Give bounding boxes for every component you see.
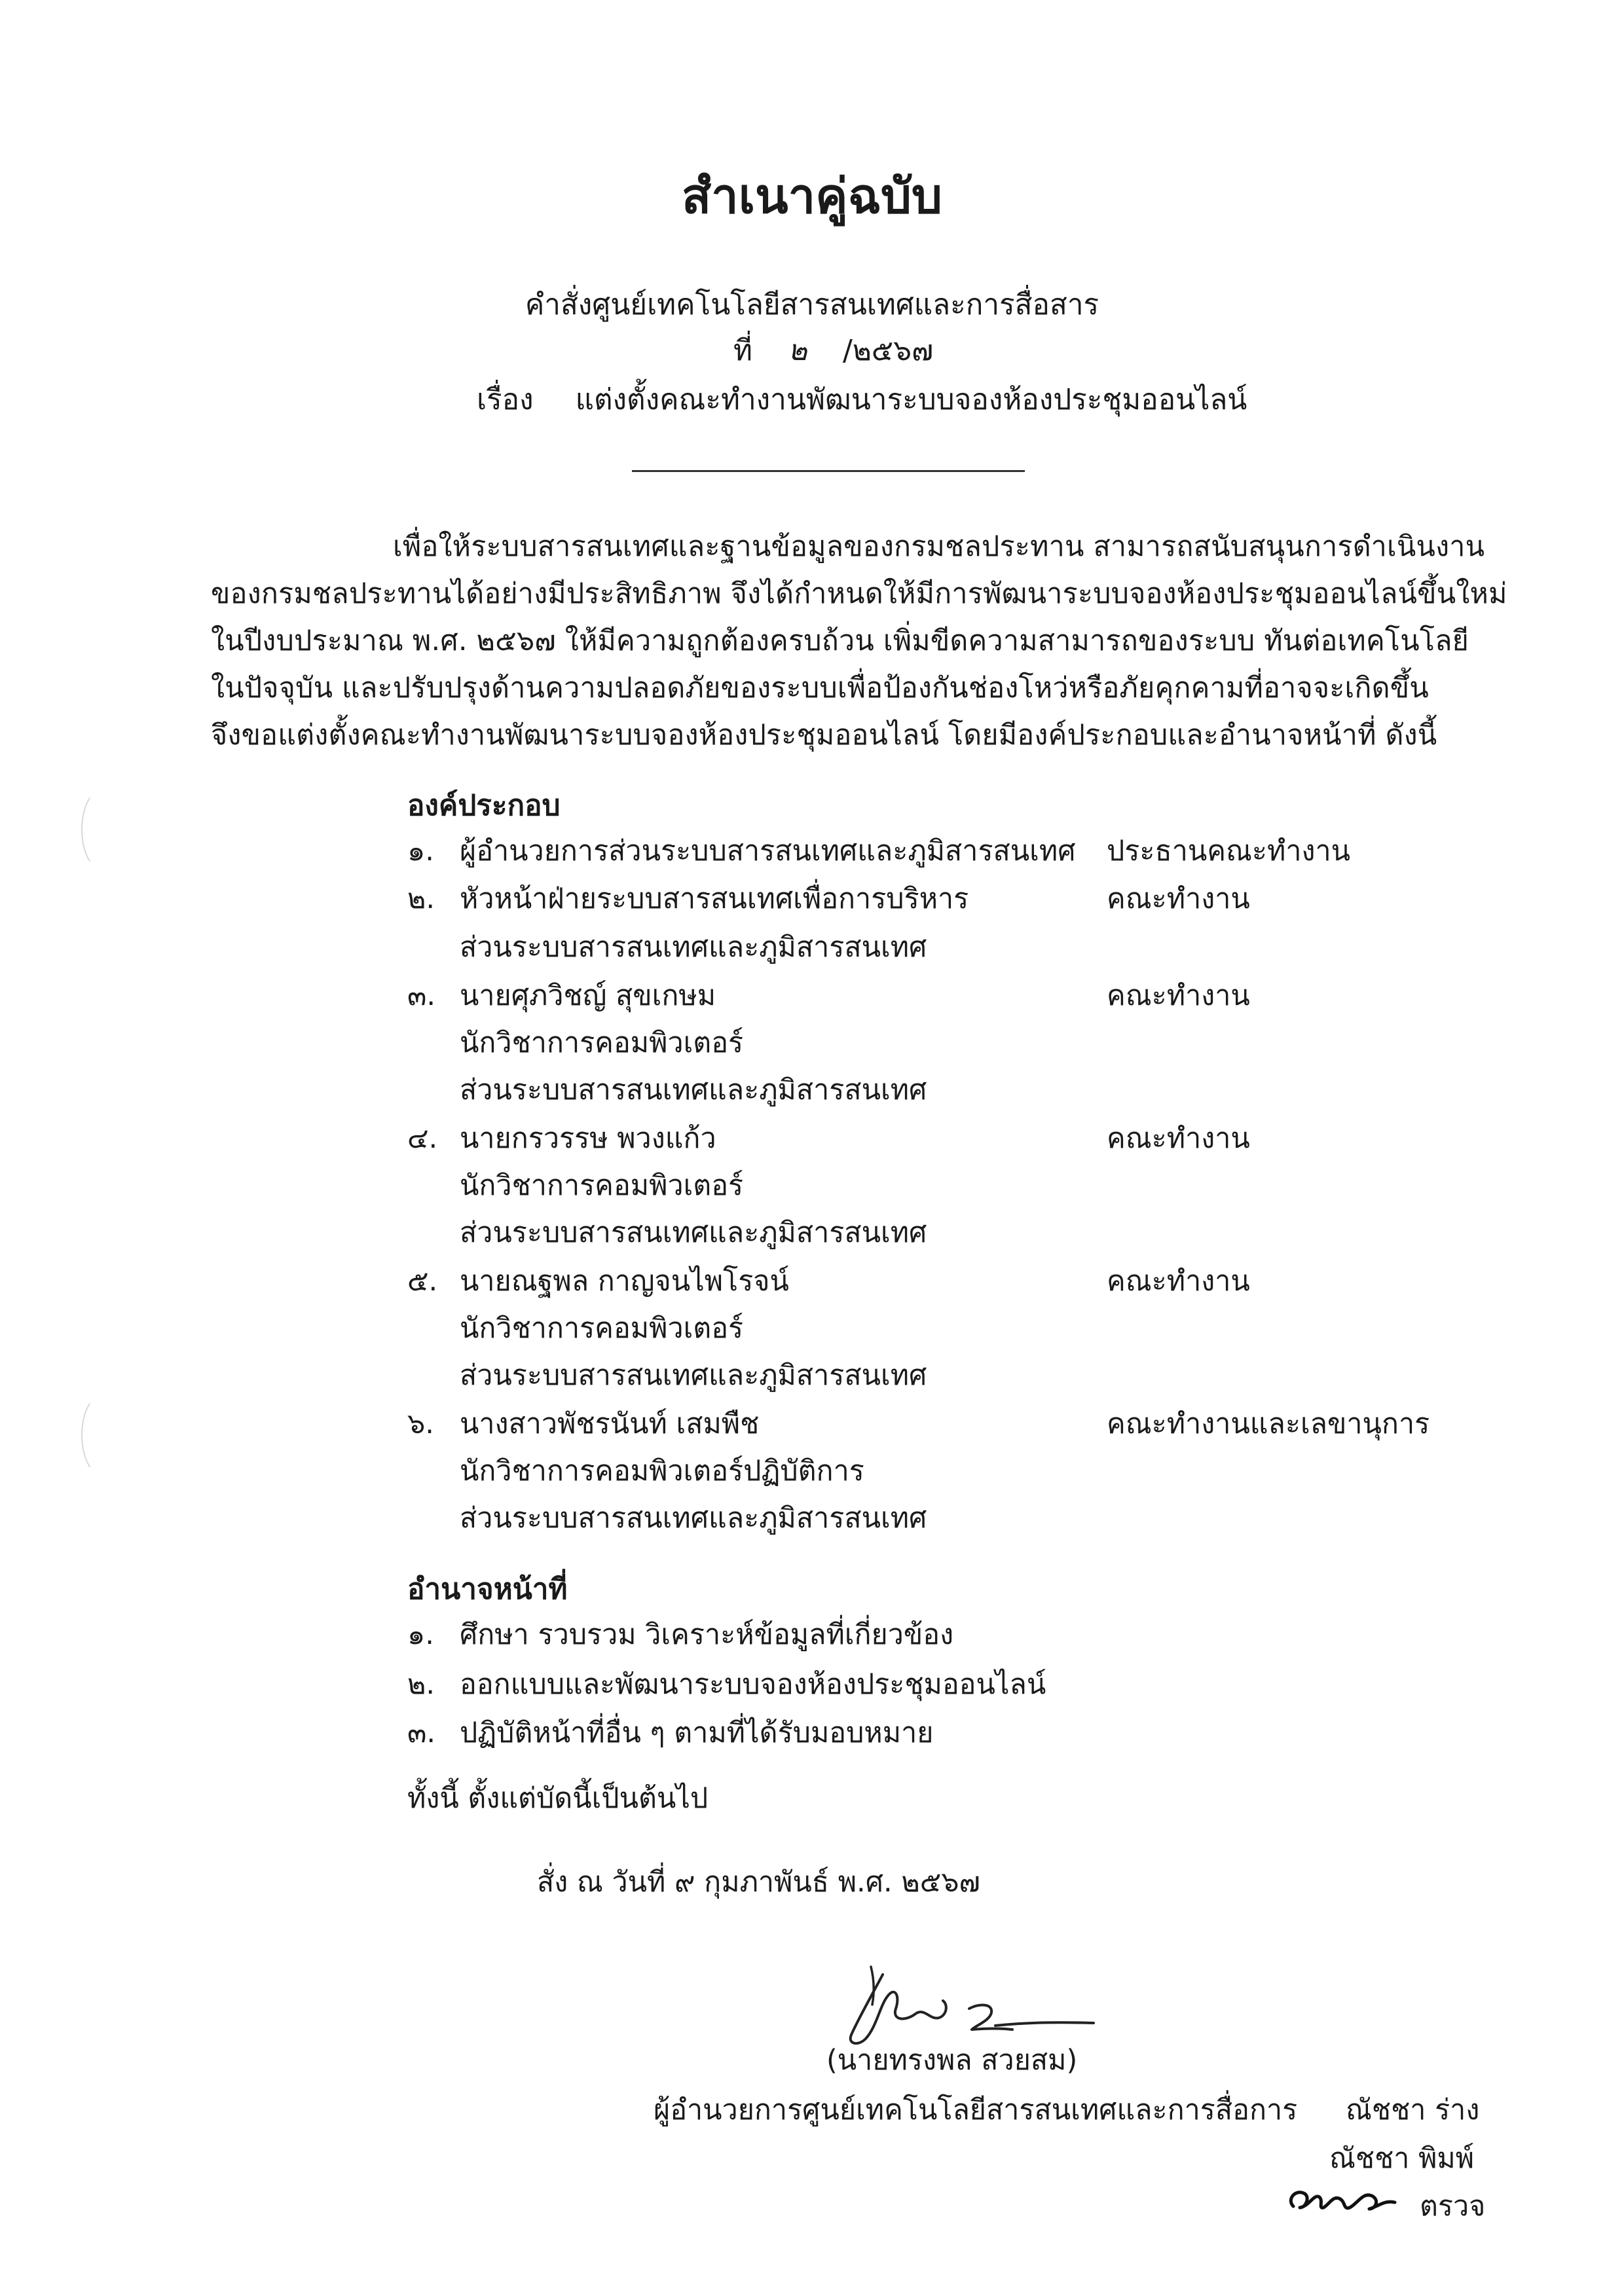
member-number: ๑. [407,835,434,867]
member-line: นายศุภวิชญ์ สุขเกษม [460,979,716,1012]
composition-heading: องค์ประกอบ [407,789,561,822]
member-line: ส่วนระบบสารสนเทศและภูมิสารสนเทศ [460,1216,927,1249]
paragraph-line: ในปีงบประมาณ พ.ศ. ๒๕๖๗ ให้มีความถูกต้องครบถ้วน เพิ่มขีดความสามารถของระบบ ทันต่อเทคโนโลยี [211,625,1469,657]
duties-heading: อำนาจหน้าที่ [407,1573,568,1606]
paragraph-line: เพื่อให้ระบบสารสนเทศและฐานข้อมูลของกรมชลประทาน สามารถสนับสนุนการดำเนินงาน [393,530,1485,563]
duty-number: ๑. [407,1618,434,1651]
order-number-year: /๒๕๖๗ [843,334,934,367]
member-line: ผู้อำนวยการส่วนระบบสารสนเทศและภูมิสารสนเทศ [460,835,1076,867]
member-line: ส่วนระบบสารสนเทศและภูมิสารสนเทศ [460,1074,927,1106]
member-line: นักวิชาการคอมพิวเตอร์ [460,1169,744,1202]
subject-label: เรื่อง [477,383,534,416]
member-number: ๕. [407,1265,438,1298]
member-number: ๒. [407,883,435,915]
member-role: ประธานคณะทำงาน [1107,835,1351,867]
member-line: นางสาวพัชรนันท์ เสมพืช [460,1408,760,1440]
checker-initials-signature [1280,2174,1418,2219]
member-number: ๔. [407,1122,438,1155]
duty-text: ปฏิบัติหน้าที่อื่น ๆ ตามที่ได้รับมอบหมาย [460,1717,934,1749]
header-divider [632,470,1025,472]
paragraph-line: ในปัจจุบัน และปรับปรุงด้านความปลอดภัยของระบบเพื่อป้องกันช่องโหว่หรือภัยคุกคามที่อาจจะเกิดขึ้น [211,672,1429,704]
member-role: คณะทำงาน [1107,883,1250,915]
member-role: คณะทำงาน [1107,979,1250,1012]
member-role: คณะทำงาน [1107,1265,1250,1298]
member-number: ๓. [407,979,436,1012]
duty-number: ๒. [407,1668,435,1701]
member-role: คณะทำงานและเลขานุการ [1107,1408,1430,1440]
copy-title: สำเนาคู่ฉบับ [681,168,942,225]
signer-name: (นายทรงพล สวยสม) [826,2044,1078,2077]
drafted-note: ณัชชา ร่าง [1346,2094,1480,2126]
paragraph-line: จึงขอแต่งตั้งคณะทำงานพัฒนาระบบจองห้องประชุมออนไลน์ โดยมีองค์ประกอบและอำนาจหน้าที่ ดังนี้ [211,719,1437,752]
order-number-line [733,327,933,373]
member-line: นักวิชาการคอมพิวเตอร์ [460,1027,744,1059]
order-number-prefix: ที่ [733,334,753,367]
member-role: คณะทำงาน [1107,1122,1250,1155]
subject-text: แต่งตั้งคณะทำงานพัฒนาระบบจองห้องประชุมออนไลน์ [575,383,1247,416]
signer-title: ผู้อำนวยการศูนย์เทคโนโลยีสารสนเทศและการสื่อการ [654,2094,1298,2126]
typed-note: ณัชชา พิมพ์ [1329,2142,1475,2175]
duty-text: ศึกษา รวบรวม วิเคราะห์ข้อมูลที่เกี่ยวข้อง [460,1618,954,1651]
member-line: นายกรวรรษ พวงแก้ว [460,1122,716,1155]
paragraph-line: ของกรมชลประทานได้อย่างมีประสิทธิภาพ จึงได้กำหนดให้มีการพัฒนาระบบจองห้องประชุมออนไลน์ขึ้นใหม่ [211,577,1507,610]
member-line: นายณฐพล กาญจนไพโรจน์ [460,1265,789,1298]
member-line: ส่วนระบบสารสนเทศและภูมิสารสนเทศ [460,1359,927,1392]
scan-hole-mark [81,789,123,870]
member-line: หัวหน้าฝ่ายระบบสารสนเทศเพื่อการบริหาร [460,883,969,915]
member-line: ส่วนระบบสารสนเทศและภูมิสารสนเทศ [460,1502,927,1535]
order-number-handwritten: ๒ [788,334,807,367]
duty-text: ออกแบบและพัฒนาระบบจองห้องประชุมออนไลน์ [460,1668,1046,1701]
subject-line [477,376,1247,422]
member-line: นักวิชาการคอมพิวเตอร์ปฏิบัติการ [460,1455,864,1487]
scan-hole-mark [81,1394,123,1476]
checked-note: ตรวจ [1420,2190,1486,2223]
member-number: ๖. [407,1408,434,1440]
member-line: นักวิชาการคอมพิวเตอร์ [460,1312,744,1345]
issuer-line: คำสั่งศูนย์เทคโนโลยีสารสนเทศและการสื่อสาร [525,288,1099,321]
effective-statement: ทั้งนี้ ตั้งแต่บัดนี้เป็นต้นไป [407,1782,709,1815]
order-date: สั่ง ณ วันที่ ๙ กุมภาพันธ์ พ.ศ. ๒๕๖๗ [537,1866,980,1899]
duty-number: ๓. [407,1717,436,1749]
member-line: ส่วนระบบสารสนเทศและภูมิสารสนเทศ [460,931,927,964]
